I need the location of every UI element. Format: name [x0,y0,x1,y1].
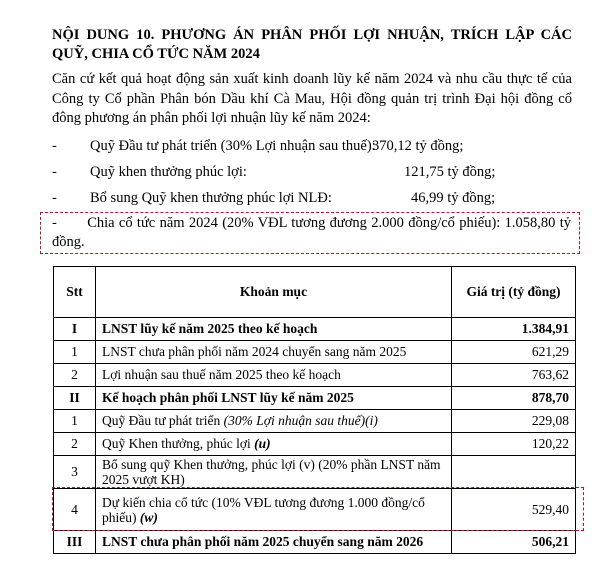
row-value [452,456,576,489]
row-value: 621,29 [452,341,576,364]
row-item [96,489,452,531]
row-item: Bổ sung quỹ Khen thưởng, phúc lợi (v) (20% phần LNST năm 2025 vượt KH) [96,456,452,489]
row-stt: 2 [54,433,96,456]
bullet-label: Bổ sung Quỹ khen thưởng phúc lợi NLĐ: [90,190,332,206]
intro-paragraph: Căn cứ kết quả hoạt động sản xuất kinh doanh lũy kế năm 2024 và nhu cầu thực tế của Công ty Cổ phần Phân bón Dầu khí Cà Mau, Hội đồng quản trị trình Đại hội đồng cổ đông phương án phân phối lợi nhuận lũy kế năm 2024: [52,71,572,126]
row-stt: 1 [54,410,96,433]
row-item-note: (u) [254,436,271,451]
row-item-text: Quỹ Đầu tư phát triển [102,413,221,428]
bullet-value: 46,99 tỷ đồng; [411,190,496,206]
bullet-dash: - [52,215,57,231]
row-value: 506,21 [452,531,576,554]
row-item: Lợi nhuận sau thuế năm 2025 theo kế hoạch [96,364,452,387]
row-stt: I [54,318,96,341]
row-item-note: (w) [139,509,158,525]
row-item: LNST chưa phân phối năm 2024 chuyển sang năm 2025 [96,341,452,364]
row-stt: 1 [54,341,96,364]
row-item-text: Dự kiến chia cổ tức (10% VĐL tương đương 1.000 đồng/cổ phiếu) [102,494,425,525]
row-item: Kế hoạch phân phối LNST lũy kế năm 2025 [96,387,452,410]
bullet-dash: - [52,138,57,154]
table-row [54,410,576,433]
table-row [54,531,576,554]
header-value: Giá trị (tỷ đồng) [452,267,576,318]
row-item: LNST chưa phân phối năm 2025 chuyển sang năm 2026 [96,531,452,554]
row-value: 1.384,91 [452,318,576,341]
table-row [54,456,576,489]
dividend-bullet [52,214,571,252]
header-item: Khoản mục [96,267,452,318]
table-row [54,318,576,341]
bullet-dash: - [52,164,57,180]
bullet-value: 370,12 tỷ đồng; [372,138,464,154]
row-stt: II [54,387,96,410]
row-stt: 2 [54,364,96,387]
row-item [96,410,452,433]
dividend-text: Chia cổ tức năm 2024 (20% VĐL tương đương 2.000 đồng/cổ phiếu): 1.058,80 tỷ đồng. [52,215,572,250]
row-item [96,433,452,456]
row-stt: 4 [54,489,96,531]
section-heading: NỘI DUNG 10. PHƯƠNG ÁN PHÂN PHỐI LỢI NHUẬN, TRÍCH LẬP CÁC QUỸ, CHIA CỔ TỨC NĂM 2024 [52,27,572,62]
bullet-dash: - [52,190,57,206]
row-item-note: (30% Lợi nhuận sau thuế)(i) [223,413,378,428]
table-row [54,341,576,364]
profit-distribution-table [53,266,576,554]
row-stt: 3 [54,456,96,489]
row-value: 229,08 [452,410,576,433]
row-item-text: Quỹ Khen thưởng, phúc lợi [102,436,251,451]
table-row [54,364,576,387]
row-value: 763,62 [452,364,576,387]
bullet-value: 121,75 tỷ đồng; [404,164,496,180]
row-item: LNST lũy kế năm 2025 theo kế hoạch [96,318,452,341]
row-value: 878,70 [452,387,576,410]
table-row [54,489,576,531]
bullet-label: Quỹ Đầu tư phát triển (30% Lợi nhuận sau thuế): [90,138,376,154]
header-stt: Stt [54,267,96,318]
row-value: 529,40 [452,489,576,531]
table-row [54,387,576,410]
row-value: 120,22 [452,433,576,456]
table-row [54,433,576,456]
row-stt: III [54,531,96,554]
bullet-label: Quỹ khen thưởng phúc lợi: [90,164,247,180]
